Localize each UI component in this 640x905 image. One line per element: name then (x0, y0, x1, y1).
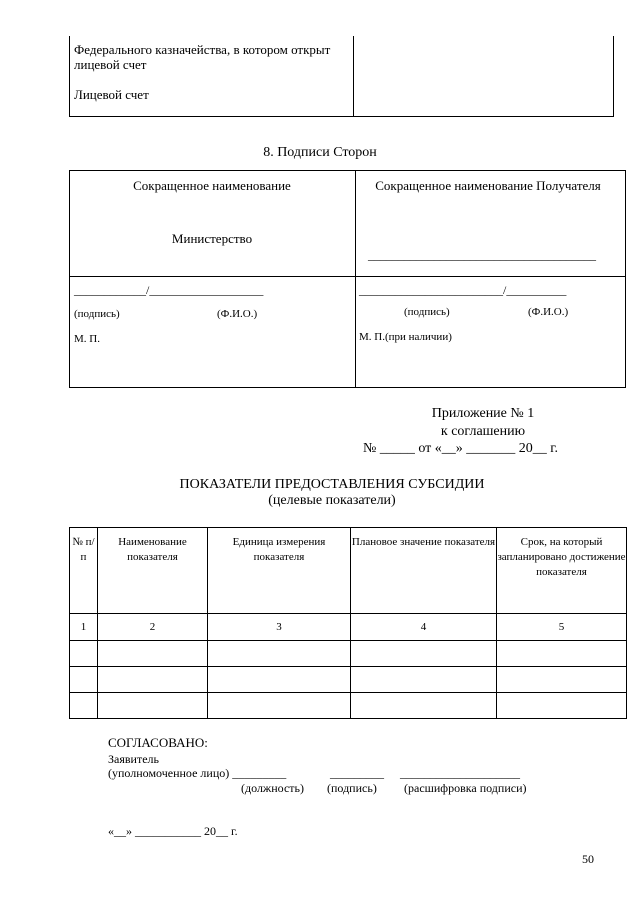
table-cell (70, 693, 98, 719)
left-stamp: М. П. (74, 333, 100, 345)
table-cell (98, 693, 208, 719)
header-indicator-name: Наименование показателя (98, 528, 208, 614)
account-label: Лицевой счет (74, 87, 149, 102)
right-fio-caption: (Ф.И.О.) (528, 306, 569, 318)
signatures-table (69, 170, 626, 388)
header-planned-value: Плановое значение показателя (351, 528, 497, 614)
table-cell (351, 641, 497, 667)
treasury-label: Федерального казначейства, в котором открыт лицевой счет (74, 42, 331, 72)
table-cell (70, 667, 98, 693)
table-cell (497, 693, 627, 719)
signatures-col-divider (355, 170, 356, 388)
right-signature-caption: (подпись) (404, 306, 450, 318)
col-number-3: 3 (208, 614, 351, 641)
indicators-title: ПОКАЗАТЕЛИ ПРЕДОСТАВЛЕНИЯ СУБСИДИИ (179, 477, 485, 492)
indicators-table (69, 527, 627, 719)
table-cell (98, 667, 208, 693)
table-cell (351, 667, 497, 693)
table-cell (497, 667, 627, 693)
appendix-title: Приложение № 1 (431, 406, 535, 421)
indicators-subtitle: (целевые показатели) (268, 493, 396, 508)
appendix-subtitle: к соглашению (440, 424, 526, 439)
table-row (70, 693, 627, 719)
left-fio-caption: (Ф.И.О.) (217, 308, 258, 320)
right-short-name-header: Сокращенное наименование Получателя (375, 178, 601, 193)
table-cell (351, 693, 497, 719)
table-cell (497, 641, 627, 667)
authorized-line: (уполномоченное лицо) _________ (108, 766, 287, 780)
right-stamp: М. П.(при наличии) (359, 331, 452, 343)
left-entity-name: Министерство (171, 231, 253, 246)
header-deadline: Срок, на который запланировано достижение показателя (497, 528, 627, 614)
appendix-number-line: № _____ от «__» _______ 20__ г. (363, 441, 558, 456)
table-cell (208, 641, 351, 667)
left-sign-line: ____________/___________________ (74, 283, 264, 297)
col-number-5: 5 (497, 614, 627, 641)
left-short-name-header: Сокращенное наименование (133, 178, 291, 193)
table-cell (98, 641, 208, 667)
table-row (70, 667, 627, 693)
table-cell (208, 667, 351, 693)
date-line: «__» ___________ 20__ г. (108, 824, 238, 838)
header-unit: Единица измерения показателя (208, 528, 351, 614)
signatures-row-divider (69, 276, 626, 277)
left-signature-caption: (подпись) (74, 308, 120, 320)
decode-caption: (расшифровка подписи) (404, 781, 527, 795)
header-number: № п/п (70, 528, 98, 614)
agreed-label: СОГЛАСОВАНО: (108, 735, 208, 750)
bank-details-divider (353, 36, 354, 117)
decode-blank: ____________________ (400, 766, 520, 780)
table-row (70, 641, 627, 667)
position-caption: (должность) (241, 781, 304, 795)
right-sign-line: ________________________/__________ (359, 283, 567, 297)
signature-caption: (подпись) (327, 781, 377, 795)
table-cell (208, 693, 351, 719)
right-name-line: ______________________________________ (368, 248, 596, 262)
signatures-heading: 8. Подписи Сторон (263, 145, 377, 160)
table-cell (70, 641, 98, 667)
col-number-4: 4 (351, 614, 497, 641)
applicant-label: Заявитель (108, 752, 159, 766)
col-number-1: 1 (70, 614, 98, 641)
page-number: 50 (582, 852, 594, 866)
signature-blank: _________ (330, 766, 384, 780)
col-number-2: 2 (98, 614, 208, 641)
